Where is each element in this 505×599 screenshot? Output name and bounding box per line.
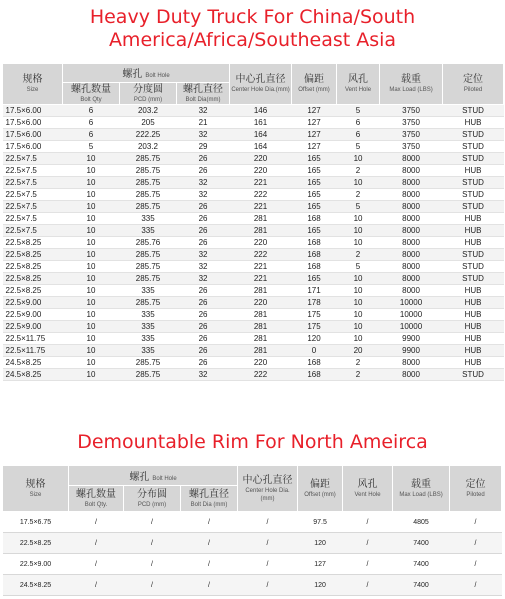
cell-max-load: 8000 [380,249,443,261]
cell-offset: 127 [292,117,337,129]
cell-bolt-qty: 10 [63,369,120,381]
table-row [3,141,504,153]
cell-bolt-qty: 10 [63,273,120,285]
table-row [3,153,504,165]
cell-piloted: HUB [443,333,504,345]
cell-size: 17.5×6.00 [3,105,63,117]
table-row [3,213,504,225]
cell-bolt-qty: 10 [63,261,120,273]
cell-size: 22.5×7.5 [3,201,63,213]
cell-vent-hole: 20 [337,345,380,357]
cell-pcd: 203.2 [120,105,177,117]
cell-bolt-qty: 6 [63,105,120,117]
cell-piloted: HUB [443,297,504,309]
cell-max-load: 9900 [380,333,443,345]
cell-offset: 165 [292,273,337,285]
cell-bolt-qty: 10 [63,165,120,177]
cell-bolt-qty: 10 [63,321,120,333]
cell-pcd: 335 [120,213,177,225]
cell-bolt-qty: 10 [63,309,120,321]
table-row [3,554,502,575]
header-offset: 偏距 Offset (mm) [298,466,343,512]
table-row [3,129,504,141]
cell-offset: 165 [292,225,337,237]
cell-offset: 168 [292,249,337,261]
cell-size: 22.5×8.25 [3,261,63,273]
cell-vent-hole: 10 [337,213,380,225]
cell-piloted: STUD [443,201,504,213]
cell-offset: 168 [292,261,337,273]
cell-vent-hole: 5 [337,261,380,273]
table-row [3,201,504,213]
cell-max-load: 8000 [380,201,443,213]
cell-piloted: STUD [443,261,504,273]
header-bolt-hole: 螺孔 Bolt Hole [69,466,238,486]
cell-center-hole: 220 [230,165,292,177]
table-row [3,249,504,261]
cell-piloted: STUD [443,369,504,381]
cell-center-hole: 221 [230,273,292,285]
header-piloted: 定位 Piloted [443,64,504,105]
cell-size: 22.5×11.75 [3,345,63,357]
heavy-duty-spec-table [2,63,504,381]
cell-max-load: 9900 [380,345,443,357]
cell-vent-hole: 5 [337,105,380,117]
cell-pcd: / [124,554,181,575]
cell-bolt-dia: 32 [177,177,230,189]
cell-max-load: 4805 [393,512,450,533]
cell-size: 17.5×6.75 [3,512,69,533]
cell-vent-hole: 10 [337,285,380,297]
cell-max-load: 8000 [380,285,443,297]
cell-vent-hole: 10 [337,237,380,249]
cell-bolt-dia: 26 [177,297,230,309]
cell-pcd: 335 [120,225,177,237]
cell-bolt-dia: 32 [177,261,230,273]
cell-offset: 127 [292,141,337,153]
cell-bolt-dia: 26 [177,213,230,225]
cell-offset: 127 [298,554,343,575]
cell-bolt-qty: 10 [63,285,120,297]
cell-piloted: HUB [443,309,504,321]
cell-center-hole: 220 [230,153,292,165]
cell-max-load: 8000 [380,177,443,189]
cell-bolt-dia: 26 [177,225,230,237]
table-row [3,345,504,357]
header-pcd: 分度圆 PCD (mm) [120,83,177,105]
cell-max-load: 8000 [380,189,443,201]
cell-offset: 165 [292,153,337,165]
cell-vent-hole: 2 [337,165,380,177]
cell-center-hole: / [238,575,298,596]
table-row [3,117,504,129]
cell-piloted: HUB [443,357,504,369]
table-row [3,297,504,309]
cell-center-hole: 281 [230,321,292,333]
cell-center-hole: / [238,512,298,533]
cell-bolt-dia: 26 [177,309,230,321]
cell-pcd: 285.75 [120,357,177,369]
cell-size: 22.5×8.25 [3,249,63,261]
cell-bolt-dia: 26 [177,153,230,165]
cell-offset: 168 [292,369,337,381]
cell-max-load: 8000 [380,237,443,249]
cell-bolt-qty: 10 [63,213,120,225]
cell-bolt-qty: / [69,554,124,575]
cell-pcd: 335 [120,321,177,333]
header-vent-hole: 风孔 Vent Hole [337,64,380,105]
cell-size: 22.5×11.75 [3,333,63,345]
cell-center-hole: 161 [230,117,292,129]
cell-bolt-dia: 26 [177,237,230,249]
cell-max-load: 8000 [380,357,443,369]
cell-vent-hole: / [343,575,393,596]
cell-pcd: / [124,575,181,596]
header-bolt-qty: 螺孔数量 Bolt Qty [63,83,120,105]
cell-offset: 175 [292,309,337,321]
cell-offset: 127 [292,105,337,117]
cell-offset: 178 [292,297,337,309]
cell-piloted: STUD [443,129,504,141]
cell-bolt-qty: / [69,512,124,533]
cell-offset: 168 [292,237,337,249]
table-row [3,369,504,381]
cell-piloted: STUD [443,153,504,165]
cell-size: 22.5×7.5 [3,213,63,225]
cell-bolt-qty: / [69,533,124,554]
cell-bolt-dia: 26 [177,345,230,357]
cell-pcd: 205 [120,117,177,129]
cell-bolt-qty: 10 [63,249,120,261]
cell-size: 22.5×7.5 [3,153,63,165]
cell-bolt-dia: / [181,575,238,596]
cell-vent-hole: 6 [337,129,380,141]
cell-pcd: 285.76 [120,237,177,249]
cell-center-hole: 221 [230,261,292,273]
cell-vent-hole: 10 [337,321,380,333]
table-row [3,273,504,285]
cell-bolt-dia: 26 [177,285,230,297]
cell-max-load: 3750 [380,141,443,153]
cell-pcd: 335 [120,309,177,321]
cell-center-hole: 281 [230,333,292,345]
cell-bolt-dia: / [181,512,238,533]
cell-pcd: / [124,512,181,533]
cell-max-load: 10000 [380,297,443,309]
table-row [3,357,504,369]
cell-pcd: 285.75 [120,153,177,165]
cell-piloted: / [450,554,502,575]
cell-max-load: 10000 [380,321,443,333]
cell-center-hole: 281 [230,213,292,225]
table-row [3,177,504,189]
cell-size: 22.5×8.25 [3,285,63,297]
cell-center-hole: 221 [230,201,292,213]
cell-offset: 127 [292,129,337,141]
table-row [3,237,504,249]
cell-bolt-qty: 6 [63,117,120,129]
cell-piloted: STUD [443,189,504,201]
header-bolt-dia: 螺孔直径 Bolt Dia(mm) [177,83,230,105]
cell-vent-hole: / [343,554,393,575]
cell-max-load: 8000 [380,261,443,273]
cell-vent-hole: 10 [337,177,380,189]
cell-bolt-dia: 21 [177,117,230,129]
cell-center-hole: 220 [230,297,292,309]
cell-bolt-qty: / [69,575,124,596]
header-center-hole: 中心孔直径 Center Hole Dia.(mm) [230,64,292,105]
header-vent-hole: 风孔 Vent Hole [343,466,393,512]
cell-size: 22.5×7.5 [3,225,63,237]
cell-piloted: / [450,533,502,554]
cell-size: 22.5×7.5 [3,177,63,189]
table-row [3,261,504,273]
cell-bolt-dia: 32 [177,249,230,261]
cell-piloted: HUB [443,165,504,177]
cell-piloted: STUD [443,141,504,153]
cell-bolt-dia: 26 [177,333,230,345]
header-bolt-dia: 螺孔直径 Bolt Dia (mm) [181,486,238,512]
cell-size: 17.5×6.00 [3,141,63,153]
table-row [3,512,502,533]
cell-bolt-dia: 26 [177,201,230,213]
header-piloted: 定位 Piloted [450,466,502,512]
cell-bolt-qty: 10 [63,357,120,369]
cell-center-hole: / [238,554,298,575]
cell-center-hole: 164 [230,141,292,153]
cell-center-hole: 221 [230,177,292,189]
cell-pcd: / [124,533,181,554]
header-center-hole: 中心孔直径 Center Hole Dia. (mm) [238,466,298,512]
cell-offset: 168 [292,213,337,225]
table-row [3,225,504,237]
cell-bolt-qty: 10 [63,237,120,249]
heavy-duty-title: Heavy Duty Truck For China/South America/Africa/Southeast Asia [89,6,416,51]
cell-bolt-dia: 26 [177,165,230,177]
cell-bolt-dia: 32 [177,369,230,381]
cell-size: 22.5×8.25 [3,533,69,554]
table-row [3,321,504,333]
cell-bolt-qty: 10 [63,345,120,357]
cell-vent-hole: 10 [337,297,380,309]
cell-bolt-dia: 32 [177,105,230,117]
cell-offset: 165 [292,189,337,201]
cell-offset: 120 [298,533,343,554]
header-bolt-hole: 螺孔 Bolt Hole [63,64,230,83]
demountable-rim-spec-table [2,465,502,596]
cell-bolt-qty: 10 [63,201,120,213]
cell-bolt-qty: 10 [63,225,120,237]
cell-size: 24.5×8.25 [3,369,63,381]
cell-offset: 168 [292,357,337,369]
cell-size: 22.5×7.5 [3,189,63,201]
cell-max-load: 10000 [380,309,443,321]
cell-bolt-dia: 26 [177,321,230,333]
cell-piloted: HUB [443,213,504,225]
header-size: 规格 Size [3,466,69,512]
cell-vent-hole: 10 [337,333,380,345]
header-offset: 偏距 Offset (mm) [292,64,337,105]
cell-offset: 120 [292,333,337,345]
cell-vent-hole: 2 [337,249,380,261]
cell-piloted: STUD [443,273,504,285]
cell-vent-hole: / [343,533,393,554]
cell-offset: 120 [298,575,343,596]
cell-bolt-dia: 32 [177,129,230,141]
cell-vent-hole: / [343,512,393,533]
table-row [3,105,504,117]
cell-pcd: 335 [120,285,177,297]
cell-pcd: 285.75 [120,249,177,261]
cell-pcd: 335 [120,345,177,357]
cell-bolt-dia: / [181,554,238,575]
cell-vent-hole: 2 [337,357,380,369]
header-max-load: 载重 Max Load (LBS) [393,466,450,512]
cell-pcd: 285.75 [120,297,177,309]
cell-pcd: 222.25 [120,129,177,141]
cell-bolt-qty: 10 [63,333,120,345]
cell-center-hole: 220 [230,237,292,249]
cell-vent-hole: 10 [337,153,380,165]
cell-piloted: STUD [443,177,504,189]
cell-vent-hole: 10 [337,225,380,237]
cell-center-hole: 222 [230,249,292,261]
cell-size: 17.5×6.00 [3,129,63,141]
cell-max-load: 8000 [380,165,443,177]
cell-max-load: 3750 [380,117,443,129]
cell-bolt-qty: 10 [63,297,120,309]
cell-offset: 175 [292,321,337,333]
cell-max-load: 8000 [380,153,443,165]
cell-bolt-dia: 32 [177,273,230,285]
cell-piloted: STUD [443,249,504,261]
cell-size: 24.5×8.25 [3,357,63,369]
cell-bolt-dia: 29 [177,141,230,153]
cell-center-hole: 281 [230,225,292,237]
cell-vent-hole: 6 [337,117,380,129]
cell-size: 22.5×7.5 [3,165,63,177]
cell-size: 24.5×8.25 [3,575,69,596]
cell-pcd: 285.75 [120,261,177,273]
cell-piloted: HUB [443,285,504,297]
cell-center-hole: 164 [230,129,292,141]
table-row [3,575,502,596]
cell-piloted: / [450,512,502,533]
cell-center-hole: / [238,533,298,554]
cell-size: 22.5×8.25 [3,273,63,285]
cell-piloted: STUD [443,105,504,117]
cell-piloted: HUB [443,345,504,357]
cell-piloted: HUB [443,225,504,237]
demountable-rim-title: Demountable Rim For North Ameirca [77,431,428,453]
cell-bolt-qty: 10 [63,189,120,201]
cell-center-hole: 281 [230,285,292,297]
cell-center-hole: 222 [230,189,292,201]
header-size: 规格 Size [3,64,63,105]
cell-offset: 165 [292,177,337,189]
cell-center-hole: 220 [230,357,292,369]
cell-vent-hole: 2 [337,189,380,201]
cell-pcd: 285.75 [120,273,177,285]
cell-size: 17.5×6.00 [3,117,63,129]
cell-bolt-qty: 10 [63,177,120,189]
cell-offset: 165 [292,165,337,177]
cell-piloted: / [450,575,502,596]
cell-vent-hole: 2 [337,369,380,381]
cell-max-load: 3750 [380,129,443,141]
cell-pcd: 203.2 [120,141,177,153]
cell-offset: 165 [292,201,337,213]
cell-piloted: HUB [443,321,504,333]
table-row [3,533,502,554]
cell-vent-hole: 10 [337,273,380,285]
cell-piloted: HUB [443,237,504,249]
cell-max-load: 7400 [393,554,450,575]
cell-pcd: 285.75 [120,177,177,189]
cell-center-hole: 222 [230,369,292,381]
cell-offset: 97.5 [298,512,343,533]
cell-pcd: 285.75 [120,201,177,213]
header-max-load: 载重 Max Load (LBS) [380,64,443,105]
cell-max-load: 7400 [393,533,450,554]
cell-bolt-qty: 5 [63,141,120,153]
cell-bolt-dia: 32 [177,189,230,201]
cell-pcd: 285.75 [120,165,177,177]
cell-center-hole: 281 [230,345,292,357]
table-row [3,333,504,345]
cell-max-load: 8000 [380,213,443,225]
table-row [3,189,504,201]
cell-vent-hole: 5 [337,141,380,153]
table-row [3,285,504,297]
cell-max-load: 8000 [380,369,443,381]
cell-center-hole: 281 [230,309,292,321]
cell-size: 22.5×9.00 [3,554,69,575]
cell-bolt-dia: 26 [177,357,230,369]
cell-bolt-qty: 10 [63,153,120,165]
cell-size: 22.5×9.00 [3,297,63,309]
cell-bolt-dia: / [181,533,238,554]
header-bolt-qty: 螺孔数量 Bolt Qty. [69,486,124,512]
cell-max-load: 8000 [380,225,443,237]
table-row [3,309,504,321]
cell-size: 22.5×9.00 [3,309,63,321]
cell-pcd: 335 [120,333,177,345]
cell-pcd: 285.75 [120,369,177,381]
cell-size: 22.5×9.00 [3,321,63,333]
cell-bolt-qty: 6 [63,129,120,141]
table-row [3,165,504,177]
header-pcd: 分布圆 PCD (mm) [124,486,181,512]
cell-pcd: 285.75 [120,189,177,201]
cell-piloted: HUB [443,117,504,129]
cell-center-hole: 146 [230,105,292,117]
cell-vent-hole: 10 [337,309,380,321]
cell-vent-hole: 5 [337,201,380,213]
cell-max-load: 8000 [380,273,443,285]
cell-max-load: 3750 [380,105,443,117]
cell-max-load: 7400 [393,575,450,596]
cell-offset: 0 [292,345,337,357]
cell-size: 22.5×8.25 [3,237,63,249]
cell-offset: 171 [292,285,337,297]
